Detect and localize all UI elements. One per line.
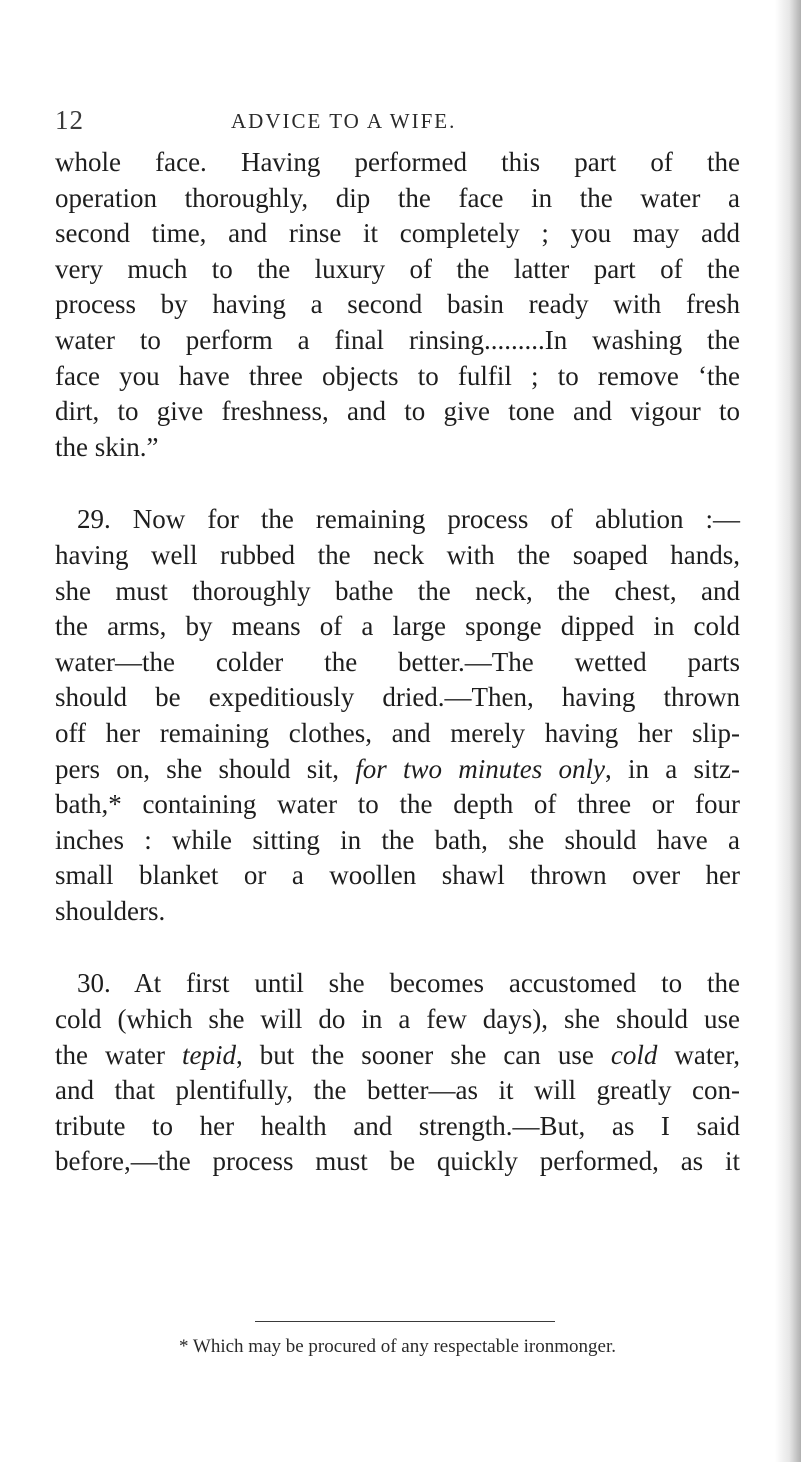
text-line: shoulders. [55,895,166,926]
text-line: off her remaining clothes, and merely having her slip- [55,717,740,748]
text-line: dirt, to give freshness, and to give tone and vigour to [55,396,740,427]
paragraph-gap [55,929,740,966]
page-number: 12 [55,105,84,135]
text-line: tribute to her health and strength.—But, as I said [55,1110,740,1141]
text-line: whole face. Having performed this part of the [55,147,740,177]
text-line: pers on, she should sit, for two minutes only, in a sitz- [55,753,740,784]
text-line: and that plentifully, the better—as it will greatly con- [55,1075,740,1106]
text-line: 29. Now for the remaining process of ablution :— [77,504,740,535]
text-line: 30. At first until she becomes accustomed to the [77,968,740,999]
paragraph-1 [55,145,740,465]
text-line: she must thoroughly bathe the neck, the chest, and [55,575,740,606]
footnote: * Which may be procured of any respectable ironmonger. [178,1336,617,1357]
text-line: operation thoroughly, dip the face in the water a [55,182,740,213]
text-line: face you have three objects to fulfil ; to remove ‘the [55,360,740,391]
text-line: the skin.” [55,431,159,462]
text-line: second time, and rinse it completely ; you may add [55,218,740,249]
text-line: inches : while sitting in the bath, she should have a [55,824,740,855]
page-edge-shadow [775,0,801,1462]
text-line: bath,* containing water to the depth of three or four [55,789,740,820]
text-line: small blanket or a woollen shawl thrown over her [55,860,740,891]
text-line: very much to the luxury of the latter part of the [55,253,740,284]
text-line: water to perform a final rinsing.........In washing the [55,324,740,355]
text-line: process by having a second basin ready with fresh [55,289,740,320]
text-line: cold (which she will do in a few days), she should use [55,1004,740,1035]
paragraph-gap [55,465,740,502]
running-head: ADVICE TO A WIFE. [231,109,457,133]
body-text [55,145,740,1180]
page-header [55,105,745,135]
text-line: before,—the process must be quickly performed, as it [55,1146,740,1177]
text-line: should be expeditiously dried.—Then, having thrown [55,682,740,713]
paragraph-30 [55,966,740,1180]
text-line: water—the colder the better.—The wetted parts [55,646,740,677]
text-line: the water tepid, but the sooner she can use cold water, [55,1039,740,1070]
text-line: having well rubbed the neck with the soaped hands, [55,539,740,570]
text-line: the arms, by means of a large sponge dipped in cold [55,611,740,642]
footnote-rule [255,1321,555,1322]
paragraph-29 [55,502,740,929]
